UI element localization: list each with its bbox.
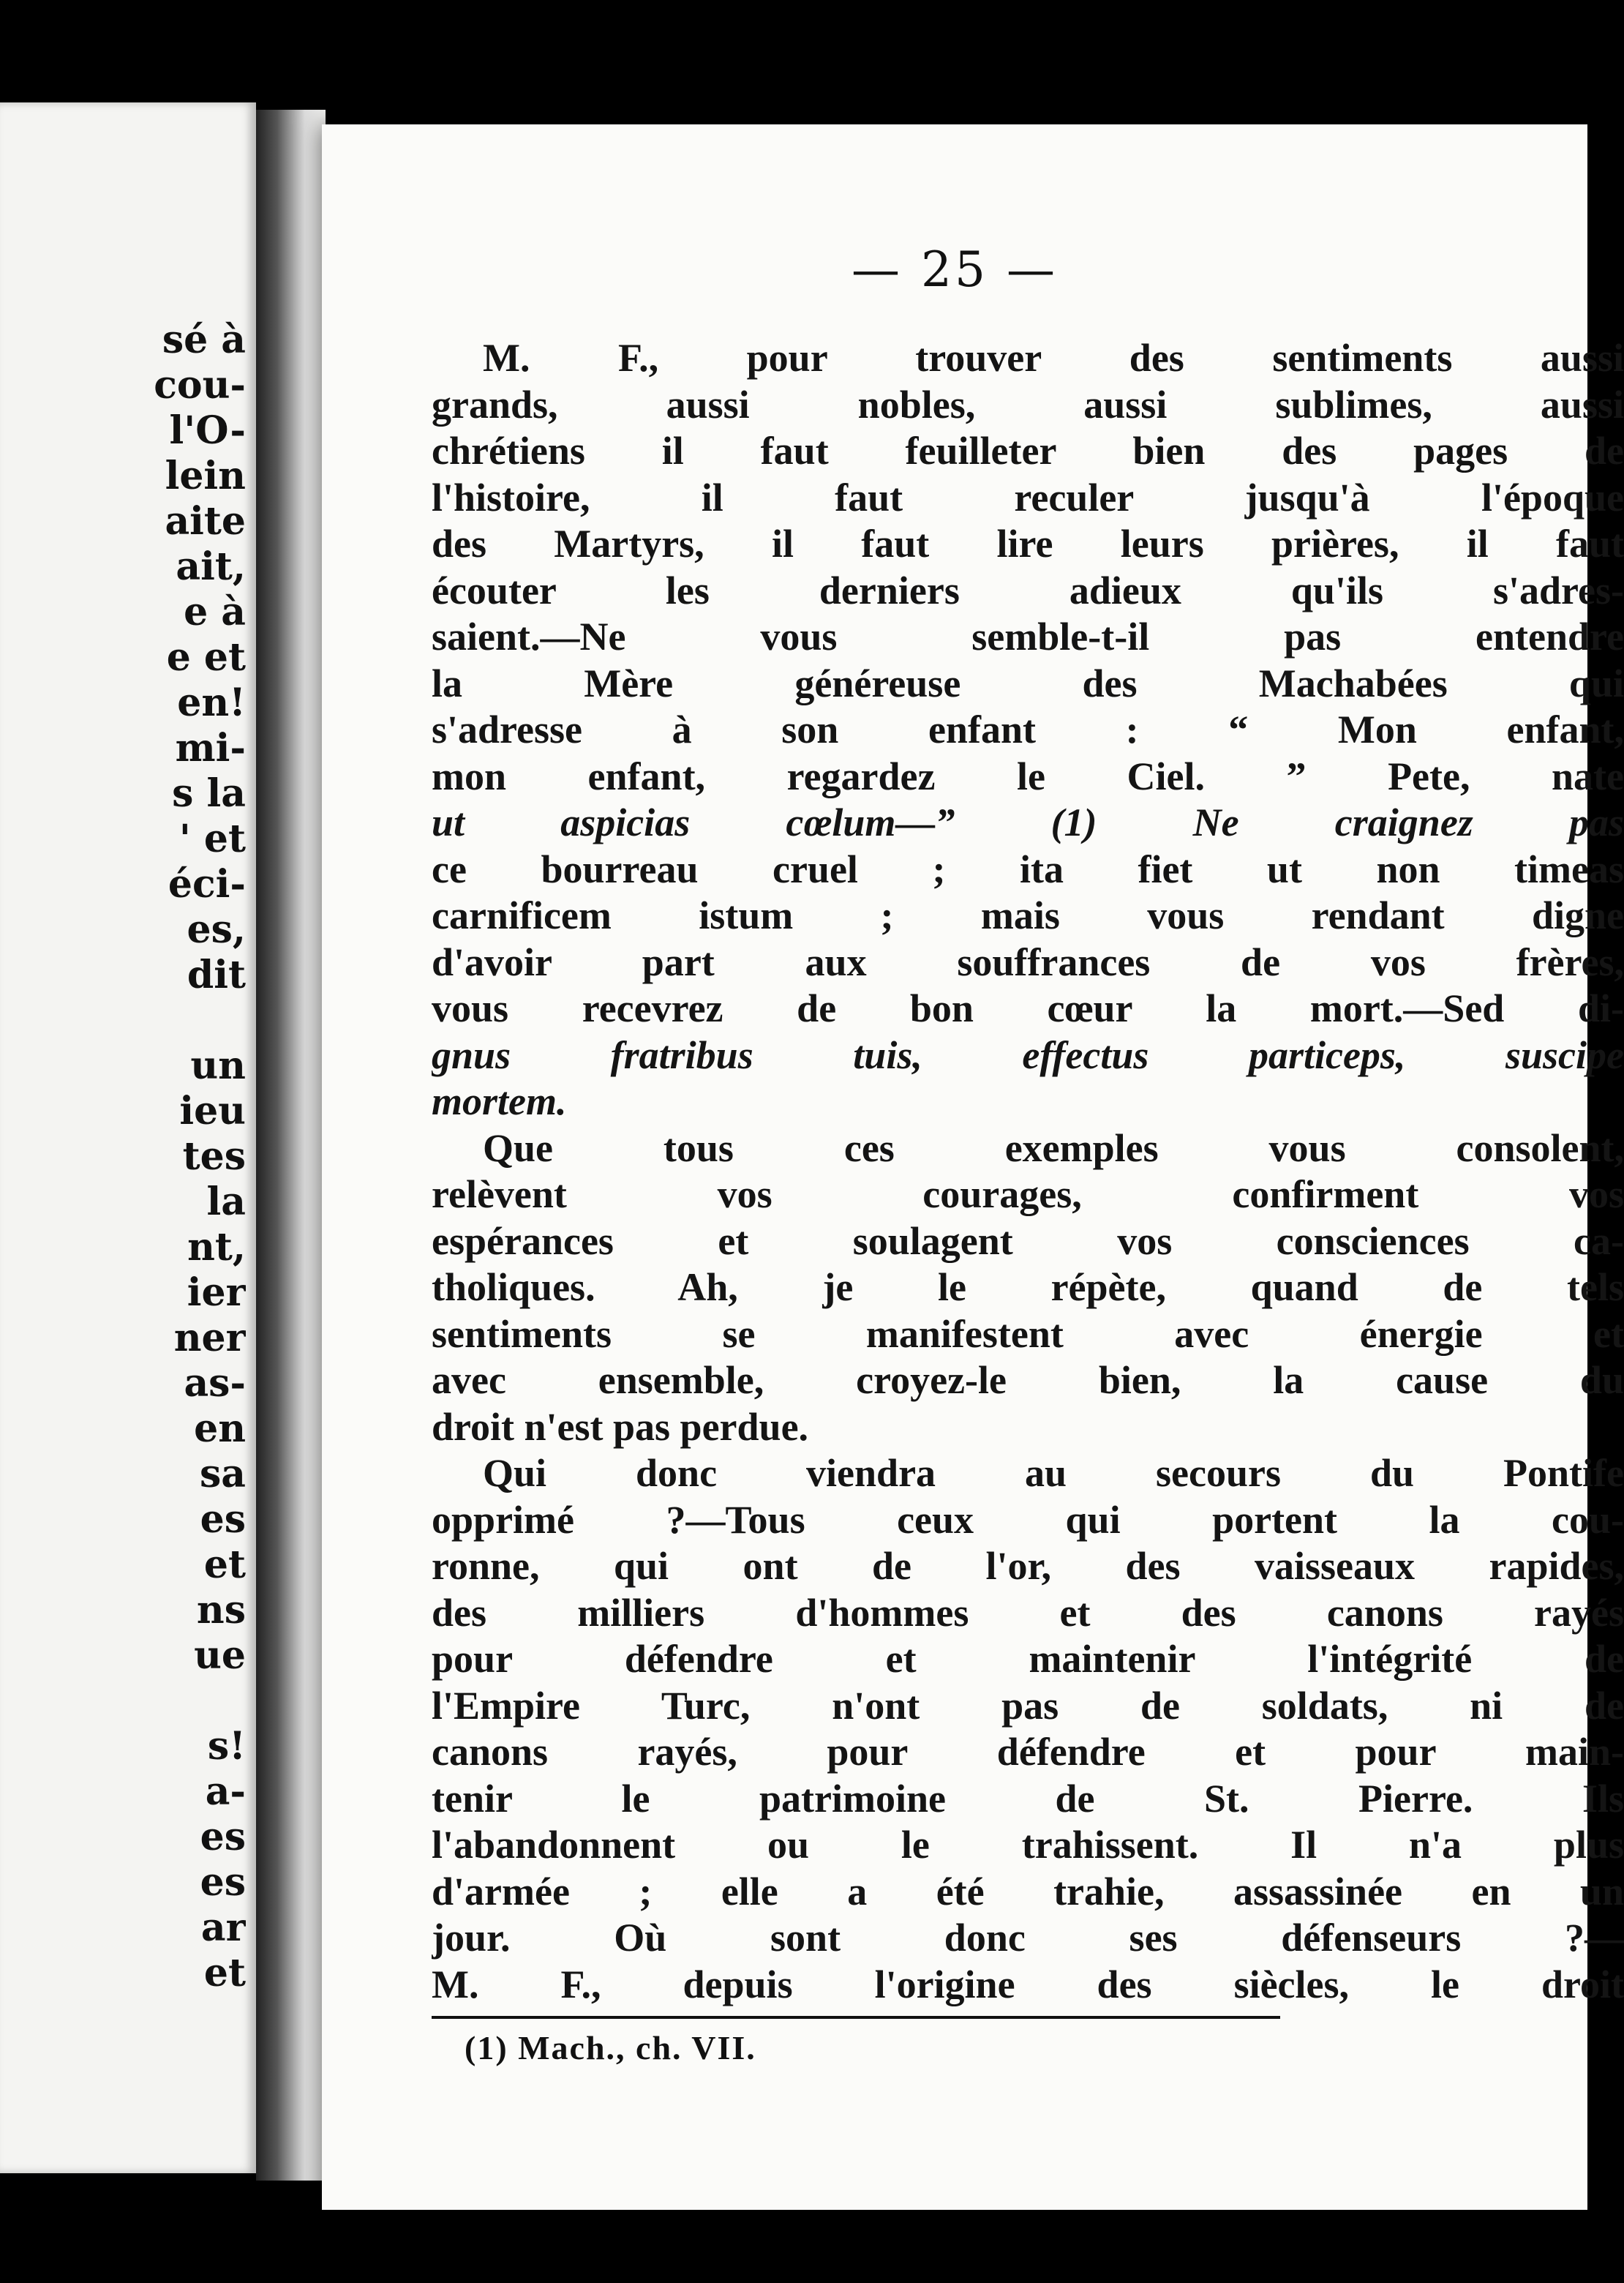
previous-page-line: sé à: [162, 318, 246, 362]
footnote-rule: [432, 2016, 1280, 2019]
previous-page-line: [0, 998, 246, 1043]
text-line: ut aspicias cœlum—” (1) Ne craignez pas: [432, 801, 1624, 844]
text-line: droit n'est pas perdue.: [432, 1404, 809, 1449]
text-line: gnus fratribus tuis, effectus particeps, suscipe: [432, 1032, 1624, 1077]
text-line: l'histoire, il faut reculer jusqu'à l'époque: [432, 475, 1624, 520]
text-line: la Mère généreuse des Machabées qui: [432, 661, 1624, 705]
previous-page-line: mi-: [175, 726, 246, 771]
text-line: l'abandonnent ou le trahissent. Il n'a plus: [432, 1823, 1624, 1867]
previous-page-line: es: [200, 1497, 246, 1542]
text-line: l'Empire Turc, n'ont pas de soldats, ni de: [432, 1683, 1624, 1728]
previous-page-line: éci-: [168, 862, 246, 907]
previous-page-line: et: [203, 1542, 246, 1587]
previous-page-line: en!: [177, 681, 246, 725]
previous-page-line: aite: [165, 499, 246, 544]
previous-page-line: nt,: [187, 1225, 246, 1270]
previous-page-line: a-: [205, 1769, 246, 1814]
previous-page-line: [0, 1679, 246, 1724]
text-line: mortem.: [432, 1079, 567, 1123]
previous-page-line: sa: [200, 1452, 246, 1496]
text-line: d'avoir part aux souffrances de vos frères,: [432, 940, 1624, 984]
text-line: vous recevrez de bon cœur la mort.—Sed di-: [432, 986, 1624, 1030]
previous-page-line: lein: [165, 454, 246, 498]
previous-page-line: ue: [194, 1633, 246, 1678]
previous-page-line: la: [206, 1180, 246, 1224]
previous-page-line: ' et: [178, 817, 246, 861]
previous-page-line: un: [190, 1043, 246, 1088]
text-line: canons rayés, pour défendre et pour main-: [432, 1730, 1624, 1774]
previous-page-fragment: [0, 102, 256, 2173]
text-line: carnificem istum ; mais vous rendant digne: [432, 893, 1624, 937]
previous-page-line: ieu: [179, 1089, 246, 1133]
text-line: sentiments se manifestent avec énergie et: [432, 1311, 1624, 1356]
text-line: des milliers d'hommes et des canons rayés: [432, 1590, 1624, 1635]
previous-page-line: ar: [200, 1905, 246, 1950]
text-line: relèvent vos courages, confirment vos: [432, 1172, 1624, 1216]
text-line: des Martyrs, il faut lire leurs prières, il faut: [432, 522, 1624, 566]
text-line: mon enfant, regardez le Ciel. ” Pete, nate: [432, 754, 1624, 798]
text-line: espérances et soulagent vos consciences ca-: [432, 1218, 1624, 1263]
text-line: pour défendre et maintenir l'intégrité de: [432, 1637, 1624, 1681]
previous-page-line: es: [200, 1815, 246, 1859]
previous-page-line: l'O-: [169, 408, 246, 453]
text-line: opprimé ?—Tous ceux qui portent la cou-: [432, 1497, 1624, 1542]
previous-page-line: tes: [182, 1134, 246, 1179]
previous-page-line: ner: [173, 1316, 246, 1360]
text-line: Qui donc viendra au secours du Pontife: [483, 1451, 1624, 1495]
text-line: écouter les derniers adieux qu'ils s'adres-: [432, 568, 1624, 612]
previous-page-line: s!: [207, 1724, 246, 1769]
text-line: jour. Où sont donc ses défenseurs ?—: [432, 1916, 1624, 1960]
previous-page-line: ait,: [176, 544, 246, 589]
text-line: ronne, qui ont de l'or, des vaisseaux rapides,: [432, 1544, 1624, 1588]
footnote: (1) Mach., ch. VII.: [465, 2029, 756, 2066]
text-line: saient.—Ne vous semble-t-il pas entendre: [432, 615, 1624, 659]
book-page: [322, 124, 1624, 2210]
page-number: — 25 —: [852, 241, 1058, 298]
text-line: M. F., depuis l'origine des siècles, le droit: [432, 1962, 1624, 2006]
previous-page-line: e à: [184, 590, 246, 634]
previous-page-line: ns: [196, 1588, 246, 1632]
previous-page-line: cou-: [154, 363, 246, 408]
binding-gutter: [256, 110, 326, 2181]
previous-page-line: ier: [187, 1270, 246, 1315]
text-line: avec ensemble, croyez-le bien, la cause du: [432, 1358, 1624, 1402]
text-line: s'adresse à son enfant : “ Mon enfant,: [432, 708, 1624, 751]
previous-page-line: en: [194, 1406, 246, 1451]
text-line: tenir le patrimoine de St. Pierre. Ils: [432, 1776, 1624, 1821]
text-line: d'armée ; elle a été trahie, assassinée en un: [432, 1869, 1624, 1913]
previous-page-line: e et: [166, 635, 246, 680]
text-line: chrétiens il faut feuilleter bien des pages de: [432, 429, 1624, 473]
previous-page-line: dit: [187, 953, 246, 997]
body-text: [432, 335, 1624, 2008]
text-line: ce bourreau cruel ; ita fiet ut non timeas: [432, 847, 1624, 891]
previous-page-line: es: [200, 1860, 246, 1905]
previous-page-line: as-: [184, 1361, 246, 1406]
previous-page-line: es,: [187, 907, 246, 952]
text-line: tholiques. Ah, je le répète, quand de tels: [432, 1265, 1624, 1309]
text-line: grands, aussi nobles, aussi sublimes, aussi: [432, 382, 1624, 427]
previous-page-text: [0, 318, 246, 1996]
text-line: Que tous ces exemples vous consolent,: [483, 1125, 1624, 1170]
previous-page-line: s la: [172, 771, 246, 816]
previous-page-line: et: [203, 1951, 246, 1995]
text-line: M. F., pour trouver des sentiments aussi: [483, 336, 1624, 380]
